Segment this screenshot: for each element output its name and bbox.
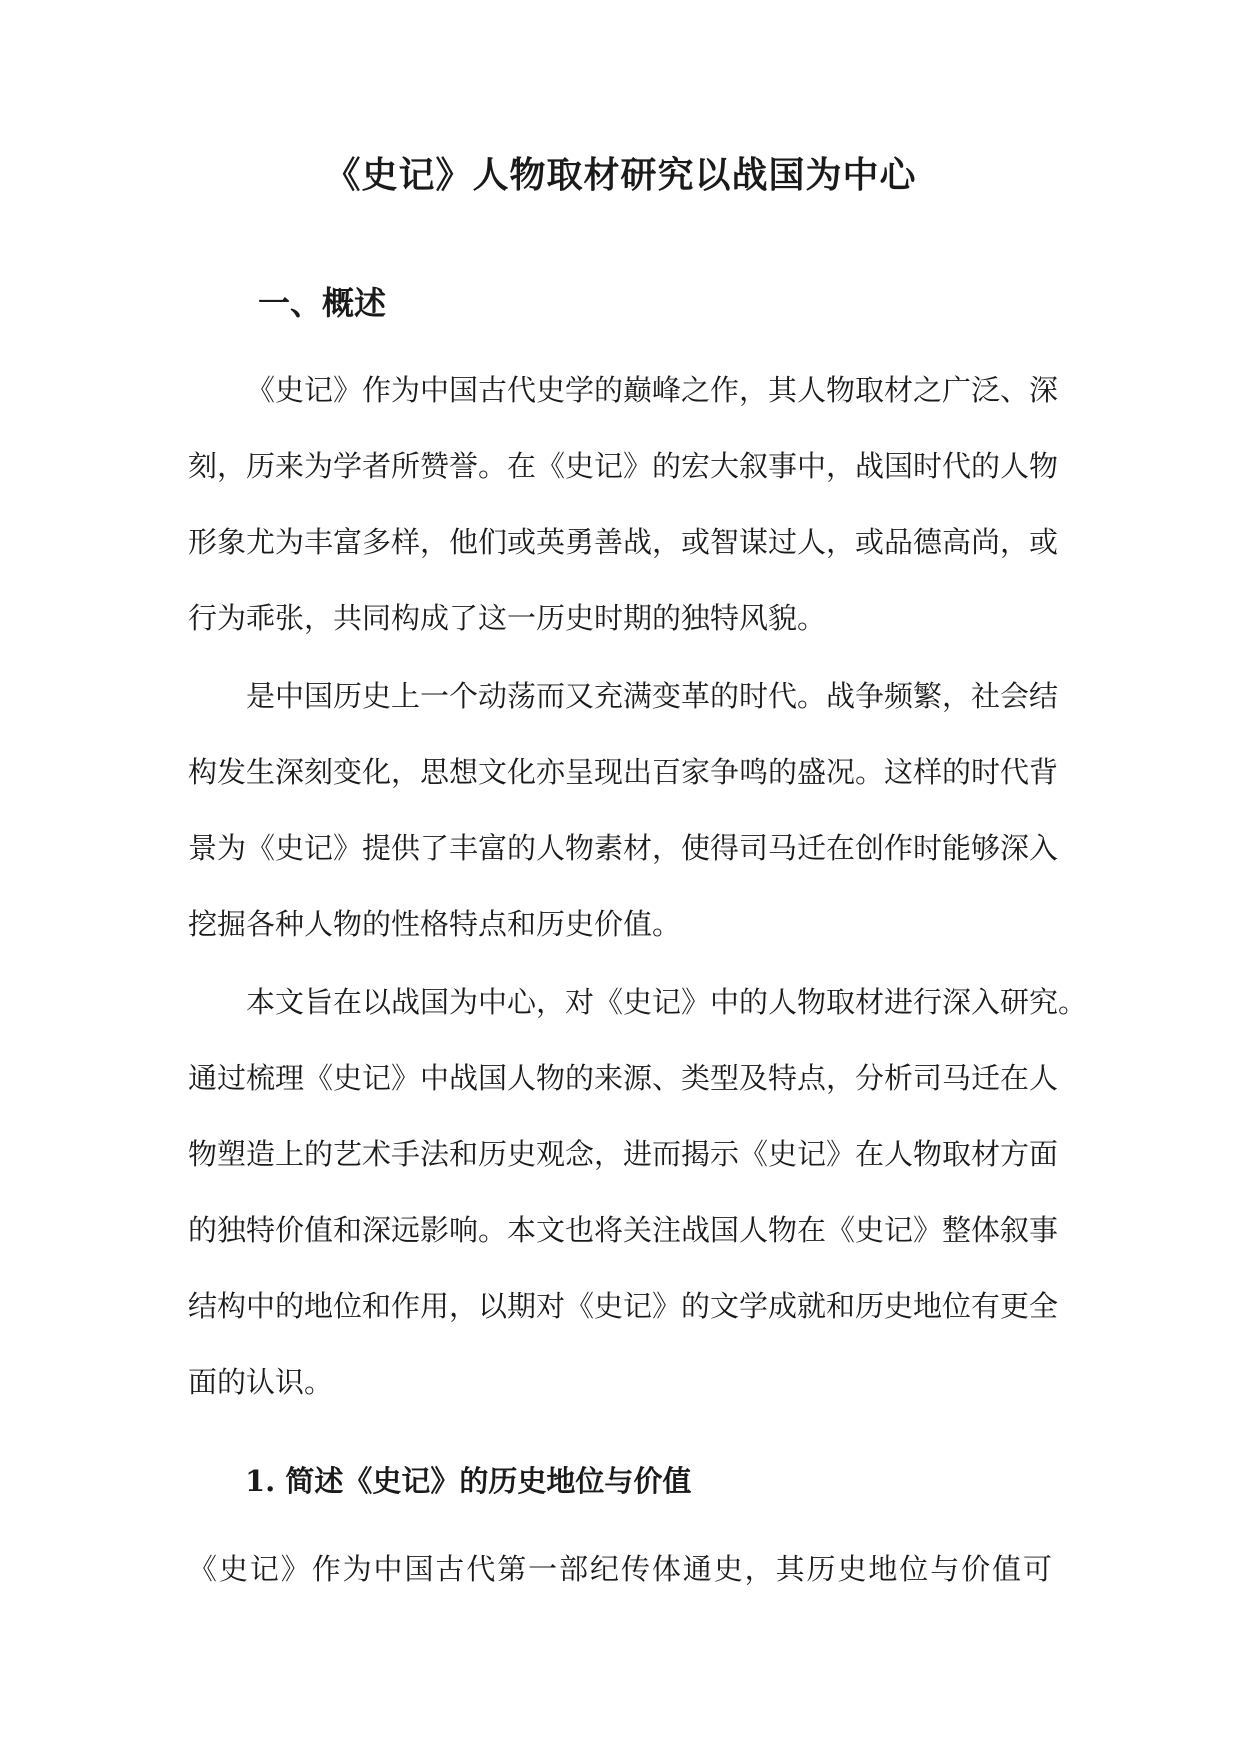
paragraph-line: 的独特价值和深远影响。本文也将关注战国人物在《史记》整体叙事 [188, 1213, 1059, 1247]
paragraph-line: 构发生深刻变化，思想文化亦呈现出百家争鸣的盛况。这样的时代背 [188, 755, 1059, 789]
paragraph-line: 刻，历来为学者所赞誉。在《史记》的宏大叙事中，战国时代的人物 [188, 449, 1059, 483]
paragraph-line: 本文旨在以战国为中心，对《史记》中的人物取材进行深入研究。 [246, 985, 1088, 1019]
paragraph-line: 面的认识。 [188, 1365, 334, 1399]
paragraph-line: 景为《史记》提供了丰富的人物素材，使得司马迁在创作时能够深入 [188, 831, 1059, 865]
paragraph-1 [188, 352, 1059, 656]
paragraph-line: 行为乖张，共同构成了这一历史时期的独特风貌。 [188, 601, 827, 635]
paragraph-3 [188, 964, 1088, 1420]
subsection-heading: 1. 简述《史记》的历史地位与价值 [245, 1464, 692, 1498]
paragraph-line: 结构中的地位和作用，以期对《史记》的文学成就和历史地位有更全 [188, 1289, 1059, 1323]
paragraph-line: 挖掘各种人物的性格特点和历史价值。 [188, 907, 682, 941]
paragraph-line: 是中国历史上一个动荡而又充满变革的时代。战争频繁，社会结 [246, 679, 1059, 713]
paragraph-2 [188, 658, 1059, 962]
paragraph-line: 物塑造上的艺术手法和历史观念，进而揭示《史记》在人物取材方面 [188, 1137, 1059, 1171]
document-title: 《史记》人物取材研究以战国为中心 [324, 154, 917, 196]
paragraph-line: 《史记》作为中国古代史学的巅峰之作，其人物取材之广泛、深 [246, 373, 1059, 407]
section-heading: 一、概述 [258, 284, 387, 322]
paragraph-line: 通过梳理《史记》中战国人物的来源、类型及特点，分析司马迁在人 [188, 1061, 1059, 1095]
subsection-paragraph [188, 1531, 1052, 1607]
paragraph-line: 形象尤为丰富多样，他们或英勇善战，或智谋过人，或品德高尚，或 [188, 525, 1059, 559]
paragraph-line: 《史记》作为中国古代第一部纪传体通史，其历史地位与价值可 [188, 1552, 1052, 1586]
